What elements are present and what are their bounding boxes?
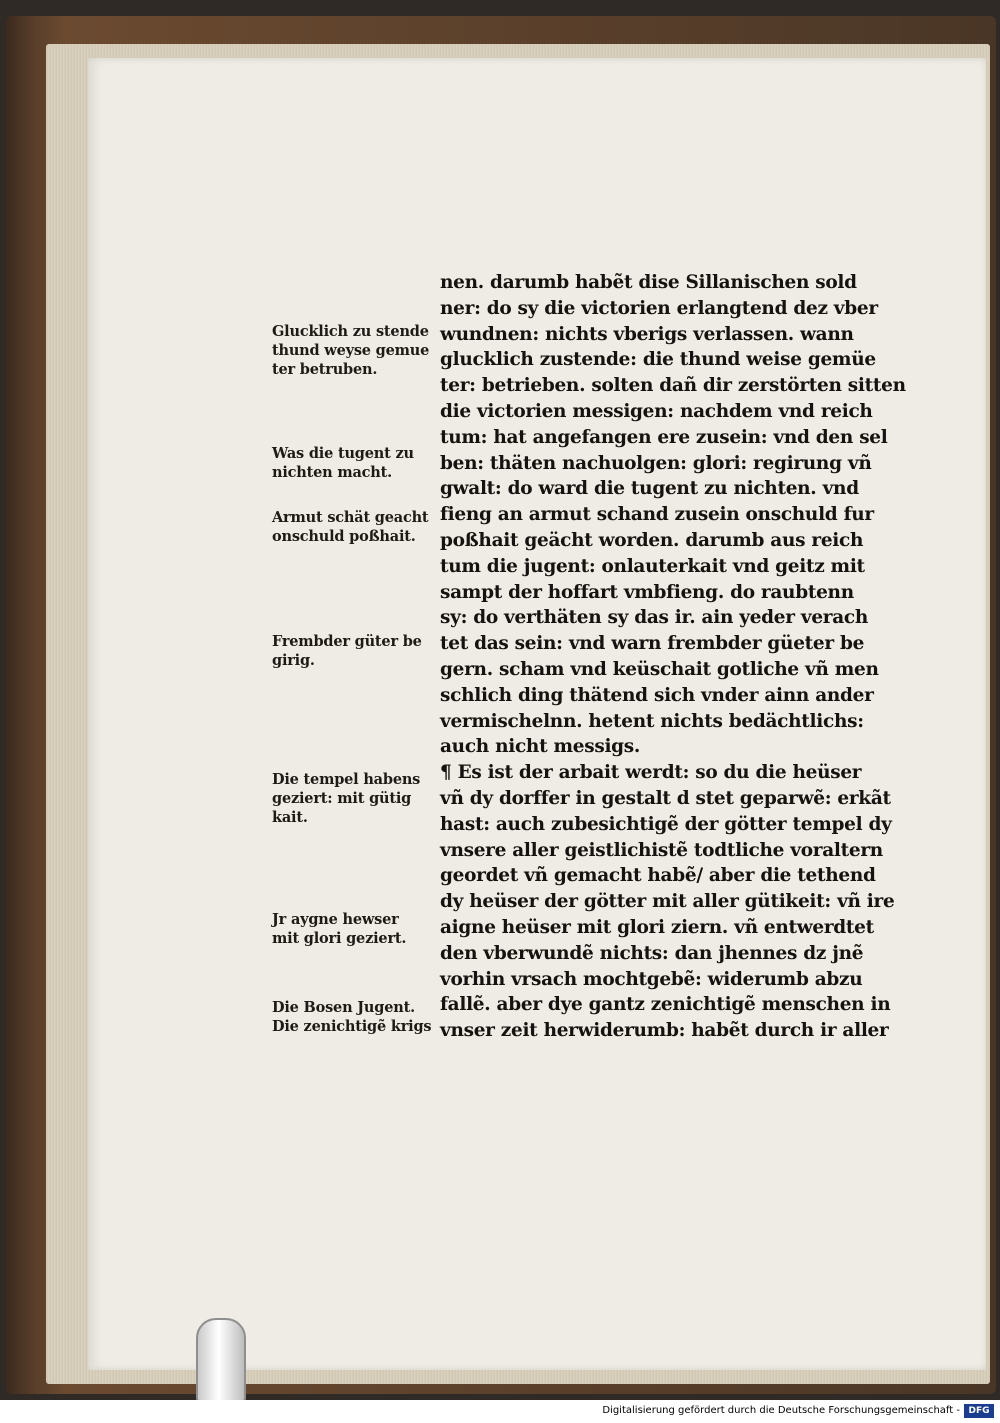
text-line: tum: hat angefangen ere zusein: vnd den sel <box>440 426 888 448</box>
text-line: fallẽ. aber dye gantz zenichtigẽ menschen in <box>440 994 891 1016</box>
text-line: glucklich zustende: die thund weise gemüe <box>440 349 876 371</box>
margin-note: Glucklich zu stende thund weyse gemue ter betruben. <box>272 323 430 378</box>
text-line: gern. scham vnd keüschait gotliche vñ men <box>440 658 879 680</box>
text-line: auch nicht messigs. <box>440 736 641 758</box>
text-line: vermischelnn. hetent nichts bedächtlichs: <box>440 710 864 732</box>
main-text-block <box>440 270 906 1044</box>
text-line: nen. darumb habẽt dise Sillanischen sold <box>440 272 857 293</box>
text-line: gwalt: do ward die tugent zu nichten. vnd <box>440 478 859 500</box>
text-line: vnsere aller geistlichistẽ todtliche voraltern <box>440 839 883 861</box>
text-line: vñ dy dorffer in gestalt d stet geparwẽ: erkãt <box>440 787 891 809</box>
text-line: schlich ding thätend sich vnder ainn ander <box>440 684 874 706</box>
margin-note: Die Bosen Jugent. Die zenichtigẽ krigs <box>272 999 432 1035</box>
margin-note: Jr aygne hewser mit glori geziert. <box>272 911 407 947</box>
text-line: ben: thäten nachuolgen: glori: regirung vñ <box>440 452 872 474</box>
text-line: wundnen: nichts vberigs verlassen. wann <box>440 323 854 345</box>
text-line: den vberwundẽ nichts: dan jhennes dz jnẽ <box>440 942 864 964</box>
text-line: sy: do verthäten sy das ir. ain yeder verach <box>440 607 869 629</box>
text-line: vnser zeit herwiderumb: habẽt durch ir aller <box>440 1020 889 1042</box>
text-line: ¶ Es ist der arbait werdt: so du die heüser <box>440 762 862 784</box>
text-line: hast: auch zubesichtigẽ der götter tempel dy <box>440 813 892 835</box>
footer-credit: Digitalisierung gefördert durch die Deutsche Forschungsgemeinschaft - <box>602 1405 960 1416</box>
text-line: geordet vñ gemacht habẽ/ aber die tethend <box>440 865 876 887</box>
text-line: sampt der hoffart vmbfieng. do raubtenn <box>440 581 854 603</box>
dfg-logo: DFG <box>964 1404 994 1418</box>
margin-note: Die tempel habens geziert: mit gütig kait. <box>272 771 421 826</box>
text-line: die victorien messigen: nachdem vnd reich <box>440 400 873 422</box>
footer-bar <box>0 1400 1000 1423</box>
margin-note: Armut schät geacht onschuld poßhait. <box>272 509 429 545</box>
text-line: tum die jugent: onlauterkait vnd geitz mit <box>440 555 865 577</box>
text-line: dy heüser der götter mit aller gütikeit: vñ ire <box>440 891 895 913</box>
text-line: fieng an armut schand zusein onschuld fur <box>440 504 874 526</box>
text-line: aigne heüser mit glori ziern. vñ entwerdtet <box>440 916 874 938</box>
margin-note: Was die tugent zu nichten macht. <box>272 445 414 481</box>
text-line: tet das sein: vnd warn frembder güeter be <box>440 633 865 655</box>
text-line: ner: do sy die victorien erlangtend dez vber <box>440 297 878 319</box>
text-line: vorhin vrsach mochtgebẽ: widerumb abzu <box>440 968 863 990</box>
margin-note: Frembder güter be girig. <box>272 633 422 669</box>
page-clip <box>196 1318 246 1404</box>
text-line: poßhait geächt worden. darumb aus reich <box>440 529 864 551</box>
text-line: ter: betrieben. solten dañ dir zerstörten sitten <box>440 375 906 397</box>
